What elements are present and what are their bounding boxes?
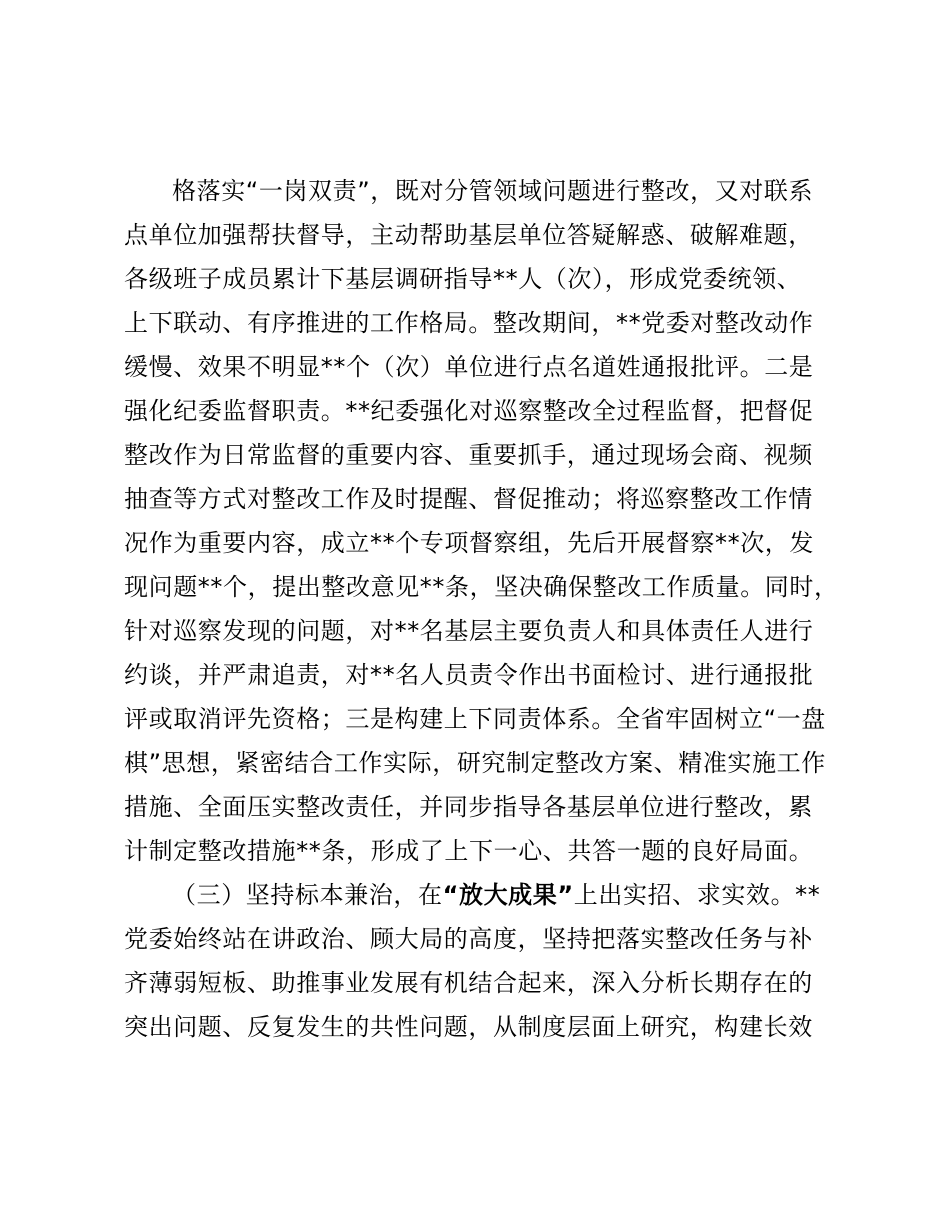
section-heading-line <box>172 880 912 910</box>
paragraph-line: 评或取消评先资格；三是构建上下同责体系。全省牢固树立“一盘 <box>124 705 826 733</box>
paragraph-line: 棋”思想，紧密结合工作实际，研究制定整改方案、精准实施工作 <box>124 749 826 777</box>
paragraph-line: 况作为重要内容，成立**个专项督察组，先后开展督察**次，发 <box>124 529 814 557</box>
paragraph-line: 齐薄弱短板、助推事业发展有机结合起来，深入分析长期存在的 <box>124 969 813 997</box>
section-heading-suffix: 上出实招、求实效。** <box>573 881 821 909</box>
paragraph-line: 针对巡察发现的问题，对**名基层主要负责人和具体责任人进行 <box>124 617 814 645</box>
paragraph-line: 计制定整改措施**条，形成了上下一心、共答一题的良好局面。 <box>124 837 814 865</box>
paragraph-line: 强化纪委监督职责。**纪委强化对巡察整改全过程监督，把督促 <box>124 397 814 425</box>
paragraph-line: 现问题**个，提出整改意见**条，坚决确保整改工作质量。同时， <box>124 573 839 601</box>
paragraph-line: 突出问题、反复发生的共性问题，从制度层面上研究，构建长效 <box>124 1013 813 1041</box>
paragraph-line: 整改作为日常监督的重要内容、重要抓手，通过现场会商、视频 <box>124 441 813 469</box>
paragraph-line: 格落实“一岗双责”，既对分管领域问题进行整改，又对联系 <box>172 177 814 205</box>
paragraph-line: 各级班子成员累计下基层调研指导**人（次），形成党委统领、 <box>124 265 802 293</box>
paragraph-line: 缓慢、效果不明显**个（次）单位进行点名道姓通报批评。二是 <box>124 353 814 381</box>
paragraph-line: 点单位加强帮扶督导，主动帮助基层单位答疑解惑、破解难题， <box>124 221 813 249</box>
paragraph-line: 抽查等方式对整改工作及时提醒、督促推动；将巡察整改工作情 <box>124 485 813 513</box>
paragraph-line: 上下联动、有序推进的工作格局。整改期间，**党委对整改动作 <box>124 309 814 337</box>
paragraph-line: 措施、全面压实整改责任，并同步指导各基层单位进行整改，累 <box>124 793 813 821</box>
paragraph-line: 约谈，并严肃追责，对**名人员责令作出书面检讨、进行通报批 <box>124 661 814 689</box>
section-heading-prefix: （三）坚持标本兼治，在 <box>172 881 443 909</box>
paragraph-line: 党委始终站在讲政治、顾大局的高度，坚持把落实整改任务与补 <box>124 925 813 953</box>
section-heading-emphasis: “放大成果” <box>442 881 574 909</box>
